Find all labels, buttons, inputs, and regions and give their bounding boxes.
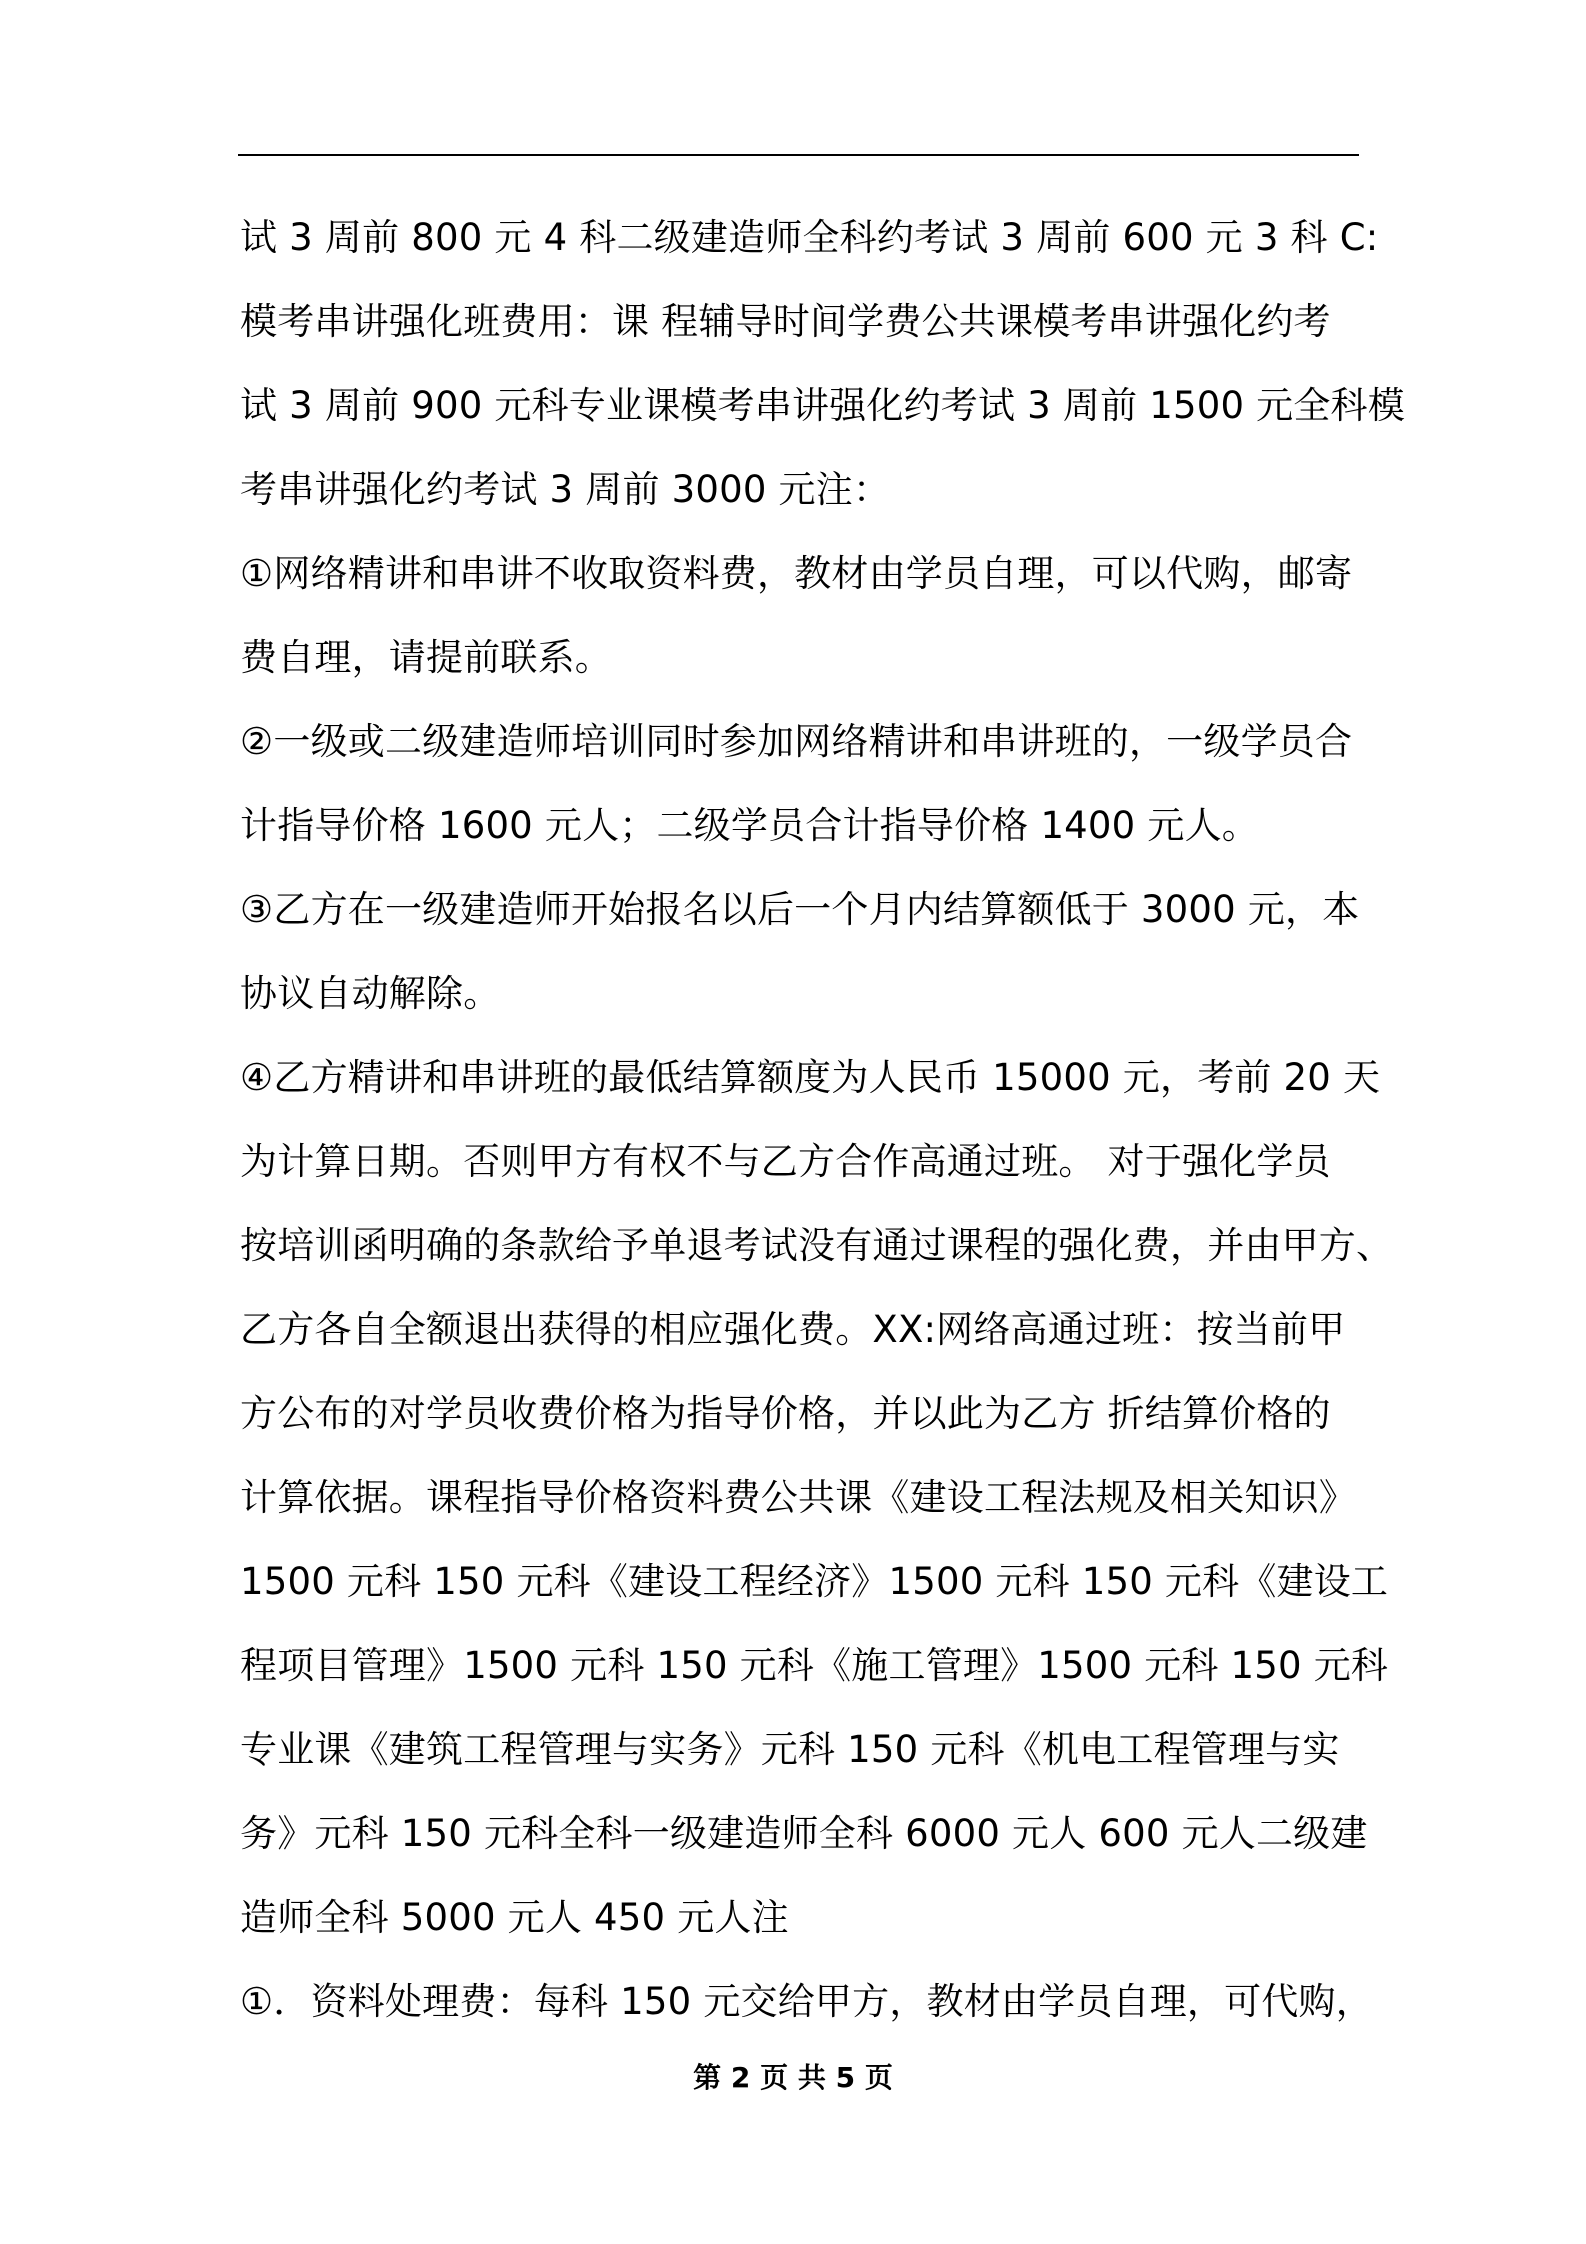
text-line: 协议自动解除。	[240, 972, 501, 1015]
text-line: 1500 元科 150 元科《建设工程经济》1500 元科 150 元科《建设工	[240, 1560, 1389, 1603]
header-rule	[238, 154, 1359, 156]
text-line: 造师全科 5000 元人 450 元人注	[240, 1896, 789, 1939]
text-line: ③乙方在一级建造师开始报名以后一个月内结算额低于 3000 元，本	[240, 888, 1360, 931]
text-line: 乙方各自全额退出获得的相应强化费。XX:网络高通过班：按当前甲	[240, 1308, 1346, 1351]
text-line: 为计算日期。否则甲方有权不与乙方合作高通过班。 对于强化学员	[240, 1140, 1331, 1183]
text-line: ①网络精讲和串讲不收取资料费，教材由学员自理，可以代购，邮寄	[240, 552, 1353, 595]
text-line: 费自理，请提前联系。	[240, 636, 612, 679]
text-line: 专业课《建筑工程管理与实务》元科 150 元科《机电工程管理与实	[240, 1728, 1340, 1771]
text-line: 方公布的对学员收费价格为指导价格，并以此为乙方 折结算价格的	[240, 1392, 1331, 1435]
text-line: 考串讲强化约考试 3 周前 3000 元注：	[240, 468, 891, 511]
text-line: ②一级或二级建造师培训同时参加网络精讲和串讲班的，一级学员合	[240, 720, 1353, 763]
text-line: 务》元科 150 元科全科一级建造师全科 6000 元人 600 元人二级建	[240, 1812, 1368, 1855]
text-line: ①．资料处理费：每科 150 元交给甲方，教材由学员自理，可代购，	[240, 1980, 1373, 2023]
text-line: 计算依据。课程指导价格资料费公共课《建设工程法规及相关知识》	[240, 1476, 1356, 1519]
text-line: 计指导价格 1600 元人；二级学员合计指导价格 1400 元人。	[240, 804, 1259, 847]
text-line: 模考串讲强化班费用：课 程辅导时间学费公共课模考串讲强化约考	[240, 300, 1331, 343]
text-line: 试 3 周前 800 元 4 科二级建造师全科约考试 3 周前 600 元 3 科 C:	[240, 216, 1379, 259]
document-body	[240, 196, 1405, 2044]
text-line: 程项目管理》1500 元科 150 元科《施工管理》1500 元科 150 元科	[240, 1644, 1389, 1687]
text-line: 试 3 周前 900 元科专业课模考串讲强化约考试 3 周前 1500 元全科模	[240, 384, 1405, 427]
text-line: ④乙方精讲和串讲班的最低结算额度为人民币 15000 元，考前 20 天	[240, 1056, 1381, 1099]
page-footer: 第 2 页 共 5 页	[693, 2061, 893, 2094]
text-line: 按培训函明确的条款给予单退考试没有通过课程的强化费，并由甲方、	[240, 1224, 1394, 1267]
